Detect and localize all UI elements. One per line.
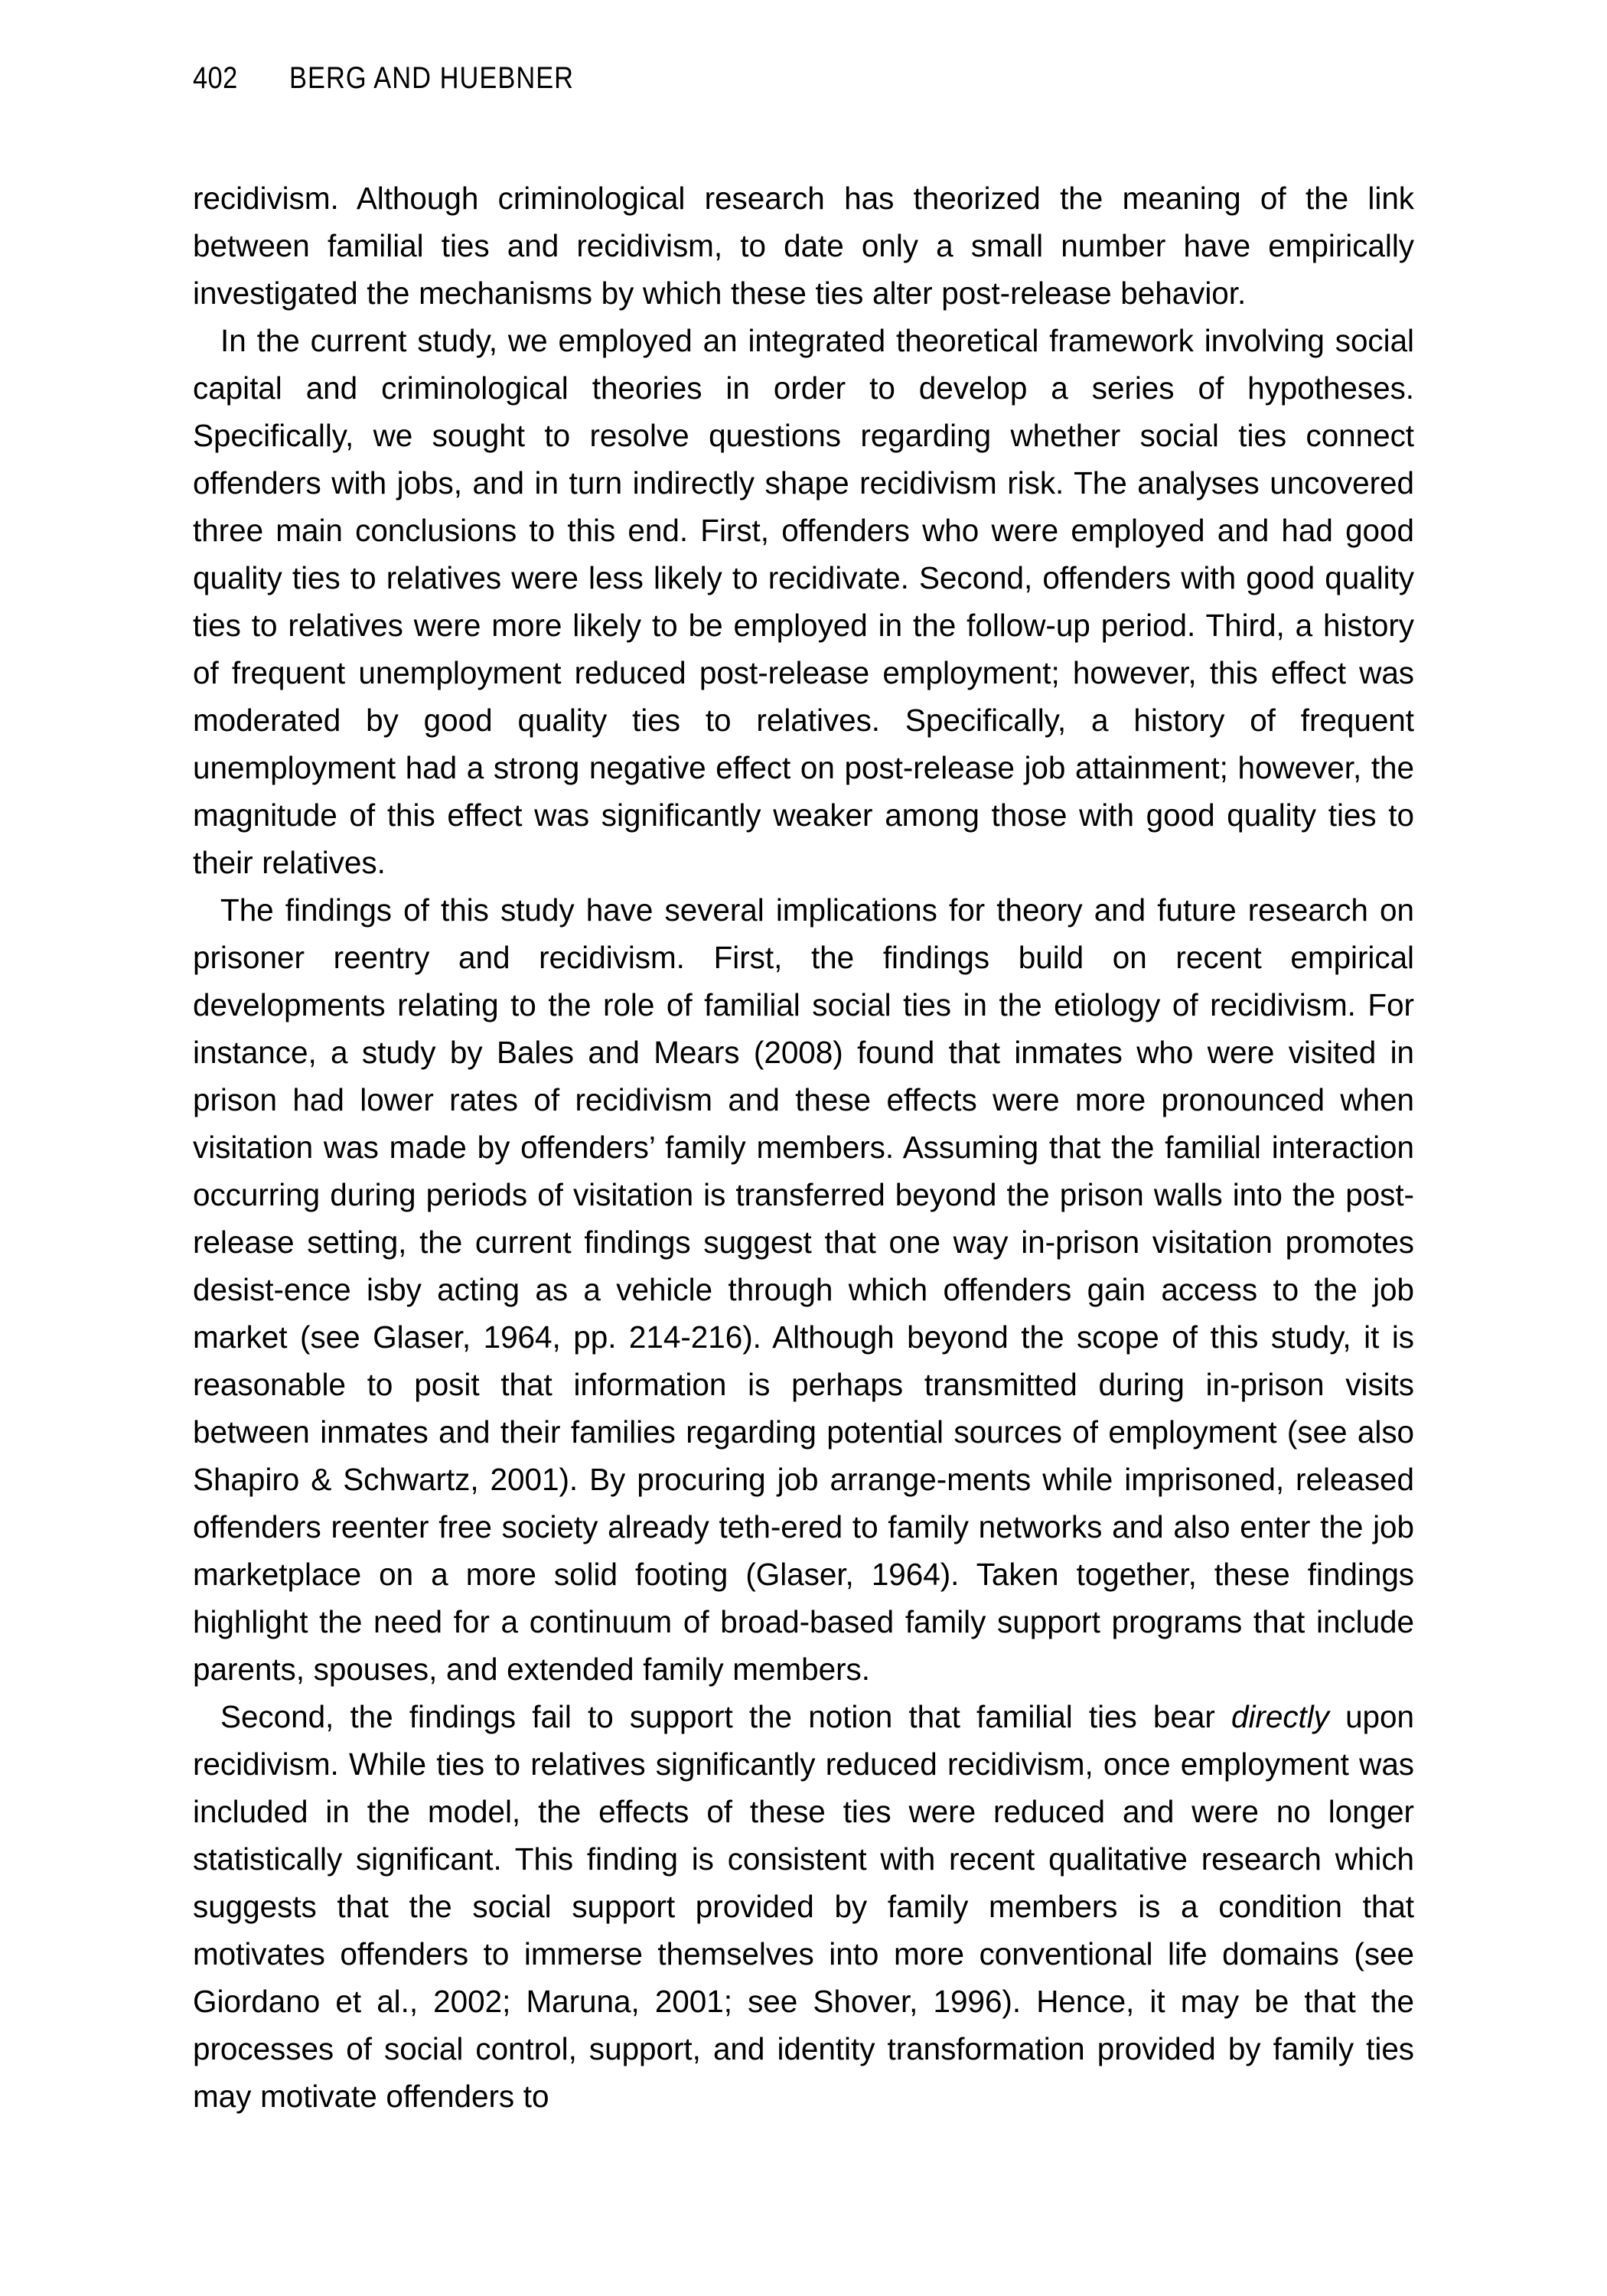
paragraph-3 [193, 886, 1414, 1693]
paragraph-4-text [193, 1693, 1414, 2120]
paragraph-3-text: The findings of this study have several implications for theory and future research on prisoner reentry and recidivism. First, the findings build on recent empirical developments relating to the role of familial social ties in the etiology of recidivism. For instance, a study by Bales and Mears (2008) found that inmates who were visited in prison had lower rates of recidivism and these effects were more pronounced when visitation was made by offenders’ family members. Assuming that the familial interaction occurring during periods of visitation is transferred beyond the prison walls into the post-release setting, the current findings suggest that one way in-prison visitation promotes desist-ence isby acting as a vehicle through which offenders gain access to the job market (see Glaser, 1964, pp. 214-216). Although beyond the scope of this study, it is reasonable to posit that information is perhaps transmitted during in-prison visits between inmates and their families regarding potential sources of employment (see also Shapiro & Schwartz, 2001). By procuring job arrange-ments while imprisoned, released offenders reenter free society already teth-ered to family networks and also enter the job marketplace on a more solid footing (Glaser, 1964). Taken together, these findings highlight the need for a continuum of broad-based family support programs that include parents, spouses, and extended family members. [193, 892, 1414, 1687]
paragraph-4 [193, 1693, 1414, 2120]
running-head-title: BERG AND HUEBNER [289, 61, 575, 95]
paragraph-4-segment-lead: Second, the findings fail to support the notion that familial ties bear [220, 1699, 1231, 1734]
emphasis-directly: directly [1231, 1699, 1329, 1734]
paragraph-1-text: recidivism. Although criminological research has theorized the meaning of the link between familial ties and recidivism, to date only a small number have empirically investigated the mechanisms by which these ties alter post-release behavior. [193, 181, 1414, 311]
running-head [193, 61, 1414, 107]
body-text-column [193, 174, 1414, 2120]
page-number: 402 [193, 61, 238, 95]
paragraph-2 [193, 317, 1414, 886]
paragraph-1 [193, 174, 1414, 317]
paragraph-2-text: In the current study, we employed an integrated theoretical framework involving social capital and criminological theories in order to develop a series of hypotheses. Specifically, we sought to resolve questions regarding whether social ties connect offenders with jobs, and in turn indirectly shape recidivism risk. The analyses uncovered three main conclusions to this end. First, offenders who were employed and had good quality ties to relatives were less likely to recidivate. Second, offenders with good quality ties to relatives were more likely to be employed in the follow-up period. Third, a history of frequent unemployment reduced post-release employment; however, this effect was moderated by good quality ties to relatives. Specifically, a history of frequent unemployment had a strong negative effect on post-release job attainment; however, the magnitude of this effect was significantly weaker among those with good quality ties to their relatives. [193, 323, 1414, 880]
paragraph-4-segment-tail: upon recidivism. While ties to relatives significantly reduced recidivism, once employment was included in the model, the effects of these ties were reduced and were no longer statistically significant. This finding is consistent with recent qualitative research which suggests that the social support provided by family members is a condition that motivates offenders to immerse themselves into more conventional life domains (see Giordano et al., 2002; Maruna, 2001; see Shover, 1996). Hence, it may be that the processes of social control, support, and identity transformation provided by family ties may motivate offenders to [193, 1699, 1414, 2114]
